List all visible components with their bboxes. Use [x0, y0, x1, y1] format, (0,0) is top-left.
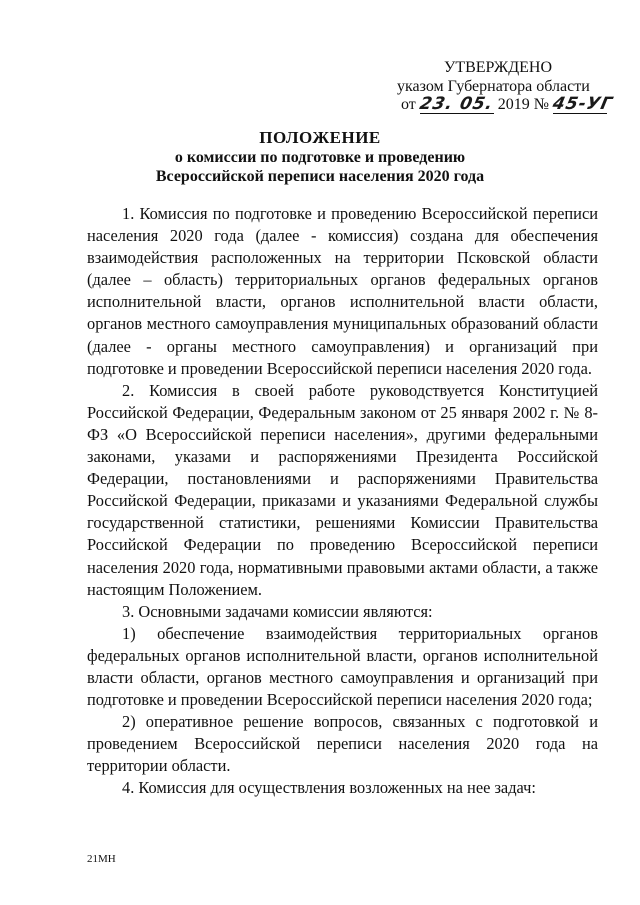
paragraph-3-item-2: 2) оперативное решение вопросов, связанных с подготовкой и проведением Всероссийской переписи населения 2020 года на территории области.: [87, 712, 598, 776]
paragraph-3: 3. Основными задачами комиссии являются:: [122, 601, 433, 621]
handwritten-date: 23. 05.: [418, 94, 496, 114]
paragraph-4: 4. Комиссия для осуществления возложенных на нее задач:: [122, 778, 536, 798]
document-title: ПОЛОЖЕНИЕ: [259, 128, 381, 147]
year-label: 2019 №: [497, 96, 550, 113]
approved-title: УТВЕРЖДЕНО: [444, 59, 553, 76]
document-subtitle-line2: Всероссийской переписи населения 2020 года: [155, 168, 485, 185]
paragraph-2: 2. Комиссия в своей работе руководствуется Конституцией Российской Федерации, Федеральным законом от 25 января 2002 г. № 8-ФЗ «О Всероссийской переписи населения», другими федеральными законами, указами и распоряжениями Президента Российской Федерации, постановлениями и распоряжениями Правительства Российской Федерации, приказами и указаниями Федеральной службы государственной статистики, решениями Комиссии Правительства Российской Федерации по проведению Всероссийской переписи населения 2020 года, нормативными правовыми актами области, а также настоящим Положением.: [87, 380, 598, 599]
document-body: [87, 203, 598, 800]
approval-stamp: [0, 0, 640, 120]
approval-date-row: [401, 94, 615, 115]
footer-code: 21МН: [87, 853, 116, 865]
document-subtitle-line1: о комиссии по подготовке и проведению: [174, 149, 466, 166]
date-prefix: от: [401, 96, 416, 113]
approved-by-decree: указом Губернатора области: [397, 78, 590, 95]
paragraph-3-item-1: 1) обеспечение взаимодействия территориальных органов федеральных органов исполнительной власти, органов исполнительной власти области, органов местного самоуправления и организаций при подготовке и проведении Всероссийской переписи населения 2020 года;: [87, 623, 598, 710]
handwritten-number: 45-УГ: [550, 94, 615, 114]
paragraph-1: 1. Комиссия по подготовке и проведению Всероссийской переписи населения 2020 года (далее - комиссия) создана для обеспечения взаимодействия расположенных на территории Псковской области (далее – область) территориальных органов федеральных органов исполнительной власти, органов исполнительной власти области, органов местного самоуправления муниципальных образований области (далее - органы местного самоуправления) и организаций при подготовке и проведении Всероссийской переписи населения 2020 года.: [87, 204, 598, 378]
document-heading: [0, 128, 640, 186]
